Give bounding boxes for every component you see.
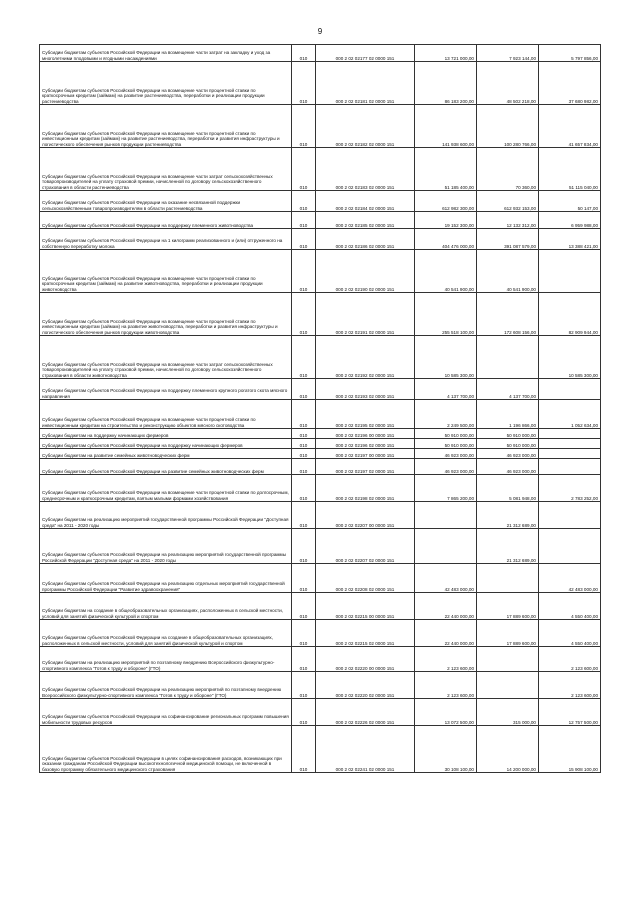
cell-budget-code: 000 2 02 02183 02 0000 151: [316, 148, 415, 191]
cell-unexecuted: 37 680 982,00: [539, 62, 601, 105]
cell-budget-code: 000 2 02 02226 02 0000 151: [316, 699, 415, 726]
table-row: [40, 502, 601, 529]
cell-budget-code: 000 2 02 02207 02 0000 151: [316, 529, 415, 564]
cell-line-code: 010: [292, 449, 316, 459]
cell-budget-code: 000 2 02 02184 02 0000 151: [316, 191, 415, 212]
cell-approved: 10 585 300,00: [415, 336, 477, 379]
cell-executed: 391 087 579,00: [477, 229, 539, 250]
cell-approved: 22 440 000,00: [415, 620, 477, 647]
cell-name: Субсидии бюджетам субъектов Российской Федерации на поддержку племенного животноводства: [40, 212, 292, 229]
cell-approved: 255 518 100,00: [415, 293, 477, 336]
cell-budget-code: 000 2 02 02215 00 0000 151: [316, 593, 415, 620]
cell-name: Субсидии бюджетам на реализацию мероприятий государственной программы Российской Федерации "Доступная среда" на 2011 - 2020 годы: [40, 502, 292, 529]
cell-budget-code: 000 2 02 02186 02 0000 151: [316, 229, 415, 250]
cell-line-code: 010: [292, 647, 316, 672]
cell-budget-code: 000 2 02 02190 02 0000 151: [316, 250, 415, 293]
cell-line-code: 010: [292, 45, 316, 62]
cell-line-code: 010: [292, 593, 316, 620]
table-row: [40, 45, 601, 62]
table-row: [40, 699, 601, 726]
cell-line-code: 010: [292, 229, 316, 250]
cell-unexecuted: 12 757 500,00: [539, 699, 601, 726]
cell-name: Субсидии бюджетам субъектов Российской Федерации в целях софинансирования расходов, возникающих при оказании гражданам Российской Федерации высокотехнологичной медицинской помощи, не включенной в базовую программу обязательного медицинского страхования: [40, 726, 292, 773]
cell-approved: 50 910 000,00: [415, 429, 477, 439]
table-row: [40, 148, 601, 191]
cell-name: Субсидии бюджетам субъектов Российской Федерации на реализацию отдельных мероприятий государственной программы Российской Федерации "Развитие здравоохранения": [40, 564, 292, 593]
table-row: [40, 105, 601, 148]
cell-unexecuted: 50 147,00: [539, 191, 601, 212]
cell-approved: 612 982 300,00: [415, 191, 477, 212]
cell-budget-code: 000 2 02 02195 02 0000 151: [316, 400, 415, 429]
cell-unexecuted: [539, 250, 601, 293]
cell-executed: 17 889 600,00: [477, 620, 539, 647]
cell-budget-code: 000 2 02 02192 02 0000 151: [316, 336, 415, 379]
cell-line-code: 010: [292, 379, 316, 400]
cell-unexecuted: [539, 449, 601, 459]
cell-executed: [477, 336, 539, 379]
cell-executed: 21 312 689,00: [477, 502, 539, 529]
cell-budget-code: 000 2 02 02220 00 0000 151: [316, 647, 415, 672]
cell-approved: 13 721 000,00: [415, 45, 477, 62]
cell-executed: 172 608 156,00: [477, 293, 539, 336]
cell-name: Субсидии бюджетам субъектов Российской Федерации на возмещение части затрат сельскохозяйственных товаропроизводителей на уплату страховой премии, начисленной по договору сельскохозяйственного страхования в области растениеводства: [40, 148, 292, 191]
cell-unexecuted: [539, 529, 601, 564]
cell-budget-code: 000 2 02 02196 00 0000 151: [316, 429, 415, 439]
cell-line-code: 010: [292, 699, 316, 726]
cell-line-code: 010: [292, 400, 316, 429]
cell-unexecuted: 15 908 100,00: [539, 726, 601, 773]
table-row: [40, 400, 601, 429]
table-row: [40, 191, 601, 212]
cell-line-code: 010: [292, 191, 316, 212]
cell-name: Субсидии бюджетам субъектов Российской Федерации на поддержку племенного крупного рогатого скота мясного направления: [40, 379, 292, 400]
cell-executed: 4 137 700,00: [477, 379, 539, 400]
cell-unexecuted: 4 550 400,00: [539, 593, 601, 620]
cell-budget-code: 000 2 02 02241 02 0000 151: [316, 726, 415, 773]
cell-executed: 612 932 153,00: [477, 191, 539, 212]
table-row: [40, 250, 601, 293]
cell-name: Субсидии бюджетам субъектов Российской Федерации на реализацию мероприятий по поэтапному внедрению Всероссийского физкультурно-спортивного комплекса "Готов к труду и обороне" (ГТО): [40, 672, 292, 699]
cell-name: Субсидии бюджетам на развитие семейных животноводческих ферм: [40, 449, 292, 459]
cell-line-code: 010: [292, 502, 316, 529]
cell-approved: 86 183 200,00: [415, 62, 477, 105]
table-row: [40, 429, 601, 439]
table-row: [40, 726, 601, 773]
cell-name: Субсидии бюджетам субъектов Российской Федерации на развитие семейных животноводческих ферм: [40, 459, 292, 475]
cell-executed: 50 910 000,00: [477, 429, 539, 439]
table-row: [40, 229, 601, 250]
cell-name: Субсидии бюджетам субъектов Российской Федерации на поддержку начинающих фермеров: [40, 439, 292, 449]
table-row: [40, 459, 601, 475]
cell-name: Субсидии бюджетам субъектов Российской Федерации на возмещение части затрат на закладку и уход за многолетними плодовыми и ягодными насаждениями: [40, 45, 292, 62]
budget-table: [39, 44, 601, 773]
cell-executed: 12 132 312,00: [477, 212, 539, 229]
cell-name: Субсидии бюджетам субъектов Российской Федерации на возмещение части процентной ставки по инвестиционным кредитам на строительство и реконструкцию объектов мясного скотоводства: [40, 400, 292, 429]
table-row: [40, 620, 601, 647]
cell-budget-code: 000 2 02 02215 02 0000 151: [316, 620, 415, 647]
cell-approved: 19 152 300,00: [415, 212, 477, 229]
budget-table-body: [40, 45, 601, 773]
cell-budget-code: 000 2 02 02185 02 0000 151: [316, 212, 415, 229]
cell-name: Субсидии бюджетам субъектов Российской Федерации на возмещение части процентной ставки по инвестиционным кредитам (займам) на развитие животноводства, переработки и развития инфраструктуры и логистического обеспечения рынков продукции животноводства: [40, 293, 292, 336]
cell-approved: 51 185 400,00: [415, 148, 477, 191]
cell-line-code: 010: [292, 336, 316, 379]
cell-name: Субсидии бюджетам субъектов Российской Федерации на оказание несвязанной поддержки сельскохозяйственным товаропроизводителям в области растениеводства: [40, 191, 292, 212]
cell-line-code: 010: [292, 726, 316, 773]
page-number: 9: [317, 27, 323, 36]
cell-unexecuted: 2 123 600,00: [539, 672, 601, 699]
cell-executed: [477, 672, 539, 699]
cell-executed: 70 360,00: [477, 148, 539, 191]
cell-line-code: 010: [292, 620, 316, 647]
cell-name: Субсидии бюджетам субъектов Российской Федерации на возмещение части процентной ставки по краткосрочным кредитам (займам) на развитие животноводства, переработки и реализации продукции животноводства: [40, 250, 292, 293]
table-row: [40, 564, 601, 593]
cell-unexecuted: 42 483 000,00: [539, 564, 601, 593]
table-row: [40, 593, 601, 620]
cell-line-code: 010: [292, 105, 316, 148]
cell-unexecuted: [539, 379, 601, 400]
cell-approved: 13 072 500,00: [415, 699, 477, 726]
cell-executed: [477, 647, 539, 672]
cell-approved: 4 137 700,00: [415, 379, 477, 400]
cell-budget-code: 000 2 02 02207 00 0000 151: [316, 502, 415, 529]
table-row: [40, 647, 601, 672]
table-row: [40, 529, 601, 564]
cell-executed: 17 889 600,00: [477, 593, 539, 620]
cell-name: Субсидии бюджетам субъектов Российской Федерации на 1 килограмм реализованного и (или) отгруженного на собственную переработку молока: [40, 229, 292, 250]
cell-unexecuted: 4 550 400,00: [539, 620, 601, 647]
cell-executed: 46 923 000,00: [477, 449, 539, 459]
cell-name: Субсидии бюджетам на реализацию мероприятий по поэтапному внедрению Всероссийского физкультурно-спортивного комплекса "Готов к труду и обороне" (ГТО): [40, 647, 292, 672]
cell-executed: 5 081 948,00: [477, 475, 539, 502]
cell-approved: 50 910 000,00: [415, 439, 477, 449]
cell-approved: [415, 529, 477, 564]
cell-approved: 22 440 000,00: [415, 593, 477, 620]
cell-name: Субсидии бюджетам на создание в общеобразовательных организациях, расположенных в сельской местности, условий для занятий физической культурой и спортом: [40, 593, 292, 620]
cell-name: Субсидии бюджетам субъектов Российской Федерации на возмещение части процентной ставки по инвестиционным кредитам (займам) на развитие растениеводства, переработки и развития инфраструктуры и логистического обеспечения рынков продукции растениеводства: [40, 105, 292, 148]
cell-approved: 404 476 000,00: [415, 229, 477, 250]
table-row: [40, 475, 601, 502]
cell-executed: 50 910 000,00: [477, 439, 539, 449]
cell-budget-code: 000 2 02 02197 02 0000 151: [316, 459, 415, 475]
cell-budget-code: 000 2 02 02181 02 0000 151: [316, 62, 415, 105]
cell-executed: 7 923 144,00: [477, 45, 539, 62]
cell-name: Субсидии бюджетам субъектов Российской Федерации на создание в общеобразовательных организациях, расположенных в сельской местности, условий для занятий физической культурой и спортом: [40, 620, 292, 647]
table-row: [40, 439, 601, 449]
cell-budget-code: 000 2 02 02193 02 0000 151: [316, 379, 415, 400]
cell-unexecuted: [539, 502, 601, 529]
cell-budget-code: 000 2 02 02197 00 0000 151: [316, 449, 415, 459]
cell-executed: 21 312 689,00: [477, 529, 539, 564]
cell-approved: 2 123 600,00: [415, 647, 477, 672]
cell-unexecuted: 13 388 421,00: [539, 229, 601, 250]
cell-budget-code: 000 2 02 02220 02 0000 151: [316, 672, 415, 699]
cell-executed: 46 923 000,00: [477, 459, 539, 475]
cell-executed: 315 000,00: [477, 699, 539, 726]
cell-line-code: 010: [292, 672, 316, 699]
cell-line-code: 010: [292, 250, 316, 293]
cell-unexecuted: [539, 459, 601, 475]
table-row: [40, 62, 601, 105]
cell-line-code: 010: [292, 529, 316, 564]
table-row: [40, 379, 601, 400]
cell-unexecuted: 2 123 600,00: [539, 647, 601, 672]
cell-approved: 2 249 500,00: [415, 400, 477, 429]
cell-approved: 40 541 900,00: [415, 250, 477, 293]
cell-name: Субсидии бюджетам субъектов Российской Федерации на реализацию мероприятий государственной программы Российской Федерации "Доступная среда" на 2011 - 2020 годы: [40, 529, 292, 564]
cell-executed: 100 280 766,00: [477, 105, 539, 148]
cell-unexecuted: 82 909 944,00: [539, 293, 601, 336]
cell-unexecuted: 41 657 834,00: [539, 105, 601, 148]
cell-line-code: 010: [292, 439, 316, 449]
cell-approved: 141 938 600,00: [415, 105, 477, 148]
cell-unexecuted: 51 115 040,00: [539, 148, 601, 191]
cell-budget-code: 000 2 02 02177 02 0000 151: [316, 45, 415, 62]
cell-executed: [477, 564, 539, 593]
cell-name: Субсидии бюджетам субъектов Российской Федерации на софинансирование региональных программ повышения мобильности трудовых ресурсов: [40, 699, 292, 726]
cell-approved: 42 483 000,00: [415, 564, 477, 593]
cell-executed: 14 200 000,00: [477, 726, 539, 773]
cell-approved: [415, 502, 477, 529]
cell-unexecuted: 10 585 300,00: [539, 336, 601, 379]
cell-line-code: 010: [292, 564, 316, 593]
table-row: [40, 449, 601, 459]
cell-executed: 1 196 866,00: [477, 400, 539, 429]
cell-name: Субсидии бюджетам субъектов Российской Федерации на возмещение части затрат сельскохозяйственных товаропроизводителей на уплату страховой премии, начисленной по договору сельскохозяйственного страхования в области животноводства: [40, 336, 292, 379]
cell-name: Субсидии бюджетам субъектов Российской Федерации на возмещение части процентной ставки по долгосрочным, среднесрочным и краткосрочным кредитам, взятым малыми формами хозяйствования: [40, 475, 292, 502]
cell-unexecuted: 6 959 988,00: [539, 212, 601, 229]
cell-budget-code: 000 2 02 02198 02 0000 151: [316, 475, 415, 502]
cell-budget-code: 000 2 02 02196 02 0000 151: [316, 439, 415, 449]
table-row: [40, 336, 601, 379]
cell-name: Субсидии бюджетам субъектов Российской Федерации на возмещение части процентной ставки по краткосрочным кредитам (займам) на развитие растениеводства, переработки и реализации продукции растениеводства: [40, 62, 292, 105]
cell-line-code: 010: [292, 475, 316, 502]
cell-unexecuted: [539, 439, 601, 449]
cell-unexecuted: 5 797 856,00: [539, 45, 601, 62]
cell-approved: 46 923 000,00: [415, 459, 477, 475]
cell-executed: 40 541 900,00: [477, 250, 539, 293]
cell-line-code: 010: [292, 459, 316, 475]
cell-approved: 7 865 200,00: [415, 475, 477, 502]
cell-unexecuted: [539, 429, 601, 439]
cell-executed: 48 502 218,00: [477, 62, 539, 105]
cell-line-code: 010: [292, 293, 316, 336]
cell-name: Субсидии бюджетам на поддержку начинающих фермеров: [40, 429, 292, 439]
cell-approved: 2 123 600,00: [415, 672, 477, 699]
cell-line-code: 010: [292, 148, 316, 191]
cell-approved: 30 108 100,00: [415, 726, 477, 773]
cell-line-code: 010: [292, 429, 316, 439]
cell-budget-code: 000 2 02 02208 02 0000 151: [316, 564, 415, 593]
cell-unexecuted: 1 052 634,00: [539, 400, 601, 429]
table-row: [40, 672, 601, 699]
cell-budget-code: 000 2 02 02191 02 0000 151: [316, 293, 415, 336]
cell-budget-code: 000 2 02 02182 02 0000 151: [316, 105, 415, 148]
cell-unexecuted: 2 783 252,00: [539, 475, 601, 502]
table-row: [40, 293, 601, 336]
cell-approved: 46 923 000,00: [415, 449, 477, 459]
cell-line-code: 010: [292, 62, 316, 105]
cell-line-code: 010: [292, 212, 316, 229]
table-row: [40, 212, 601, 229]
